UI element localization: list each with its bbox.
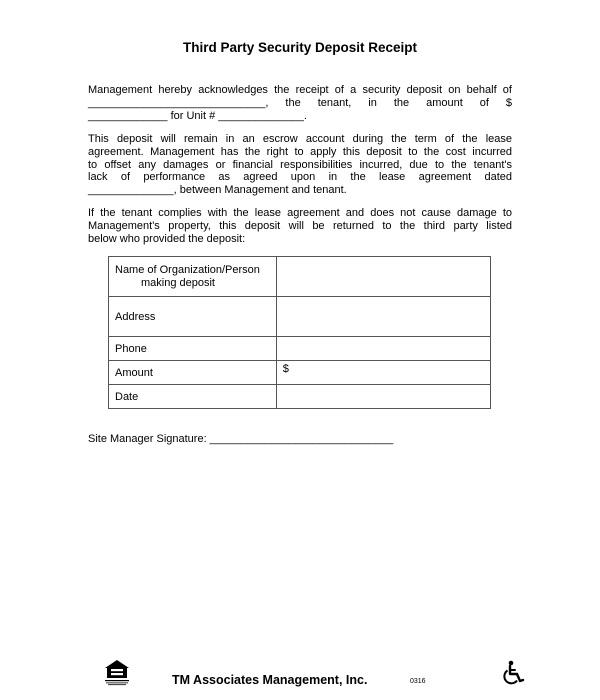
paragraph-line: _____________ for Unit # ______________. [88, 109, 307, 122]
date-value-cell[interactable] [276, 385, 490, 409]
paragraph-line: If the tenant complies with the lease agreement and does not cause damage to [88, 207, 512, 219]
org-label-cell [109, 257, 277, 297]
address-label-cell: Address [109, 297, 277, 337]
paragraph-line: This deposit will remain in an escrow account during the term of the lease [88, 133, 512, 145]
return-paragraph [88, 207, 512, 245]
equal-housing-opportunity-icon [103, 658, 131, 686]
paragraph-line: agreement. Management has the right to apply this deposit to the cost incurred [88, 145, 512, 158]
paragraph-line: _____________________________, the tenant, in the amount of $ [88, 96, 512, 109]
escrow-paragraph [88, 133, 512, 197]
paragraph-line: Management's property, this deposit will be returned to the third party listed [88, 219, 512, 232]
table-row [109, 257, 491, 297]
document-title: Third Party Security Deposit Receipt [182, 40, 418, 55]
phone-label-cell: Phone [109, 337, 277, 361]
wheelchair-accessibility-icon [500, 660, 526, 686]
phone-value-cell[interactable] [276, 337, 490, 361]
acknowledgement-paragraph [88, 84, 512, 122]
date-label-cell: Date [109, 385, 277, 409]
org-value-cell[interactable] [276, 257, 490, 297]
table-row [109, 385, 491, 409]
address-value-cell[interactable] [276, 297, 490, 337]
table-row [109, 337, 491, 361]
table-row [109, 297, 491, 337]
paragraph-line: Management hereby acknowledges the receipt of a security deposit on behalf of [88, 84, 512, 96]
site-manager-signature-line: Site Manager Signature: ______________________________ [88, 433, 394, 445]
company-name: TM Associates Management, Inc. [172, 673, 368, 687]
org-label-line1: Name of Organization/Person [115, 263, 260, 276]
org-label-line2: making deposit [141, 276, 215, 289]
paragraph-line: to offset any damages or financial responsibilities incurred, due to the tenant's [88, 158, 512, 171]
form-code: 0316 [410, 678, 426, 685]
paragraph-line: lack of performance as agreed upon in the lease agreement dated [88, 171, 512, 184]
depositor-info-table [108, 256, 491, 409]
table-row [109, 361, 491, 385]
amount-value-cell[interactable] [276, 361, 490, 385]
amount-currency: $ [282, 363, 289, 375]
amount-label-cell: Amount [109, 361, 277, 385]
paragraph-line: below who provided the deposit: [88, 232, 246, 245]
paragraph-line: ______________, between Management and tenant. [88, 184, 347, 197]
